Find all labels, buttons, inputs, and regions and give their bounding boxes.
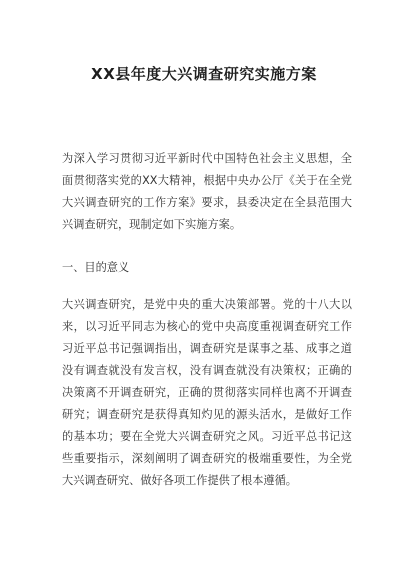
section-line: 来，以习近平同志为核心的党中央高度重视调查研究工作 — [62, 320, 352, 333]
section-line: 大兴调查研究，是党中央的重大决策部署。党的十八大以 — [62, 298, 352, 311]
section-line: 研究；调查研究是获得真知灼见的源头活水，是做好工作 — [62, 408, 352, 421]
section-paragraph — [62, 294, 352, 492]
intro-line: 兴调查研究，现制定如下实施方案。 — [62, 218, 242, 231]
intro-line: 为深入学习贯彻习近平新时代中国特色社会主义思想，全 — [62, 152, 352, 165]
section-heading: 一、目的意义 — [62, 261, 130, 274]
document-title: XX县年度大兴调查研究实施方案 — [91, 65, 317, 83]
section-line: 大兴调查研究、做好各项工作提供了根本遵循。 — [62, 474, 297, 487]
section-line: 习近平总书记强调指出，调查研究是谋事之基、成事之道 — [62, 342, 352, 355]
intro-line: 面贯彻落实党的XX大精神，根据中央办公厅《关于在全党 — [62, 174, 352, 187]
intro-line: 大兴调查研究的工作方案》要求，县委决定在全县范围大 — [62, 196, 352, 209]
section-line: 些重要指示，深刻阐明了调查研究的极端重要性，为全党 — [62, 452, 352, 465]
section-line: 决策离不开调查研究，正确的贯彻落实同样也离不开调查 — [62, 386, 352, 399]
section-line: 的基本功；要在全党大兴调查研究之风。习近平总书记这 — [62, 430, 352, 443]
intro-paragraph — [62, 148, 352, 236]
section-line: 没有调查就没有发言权，没有调查就没有决策权；正确的 — [62, 364, 352, 377]
